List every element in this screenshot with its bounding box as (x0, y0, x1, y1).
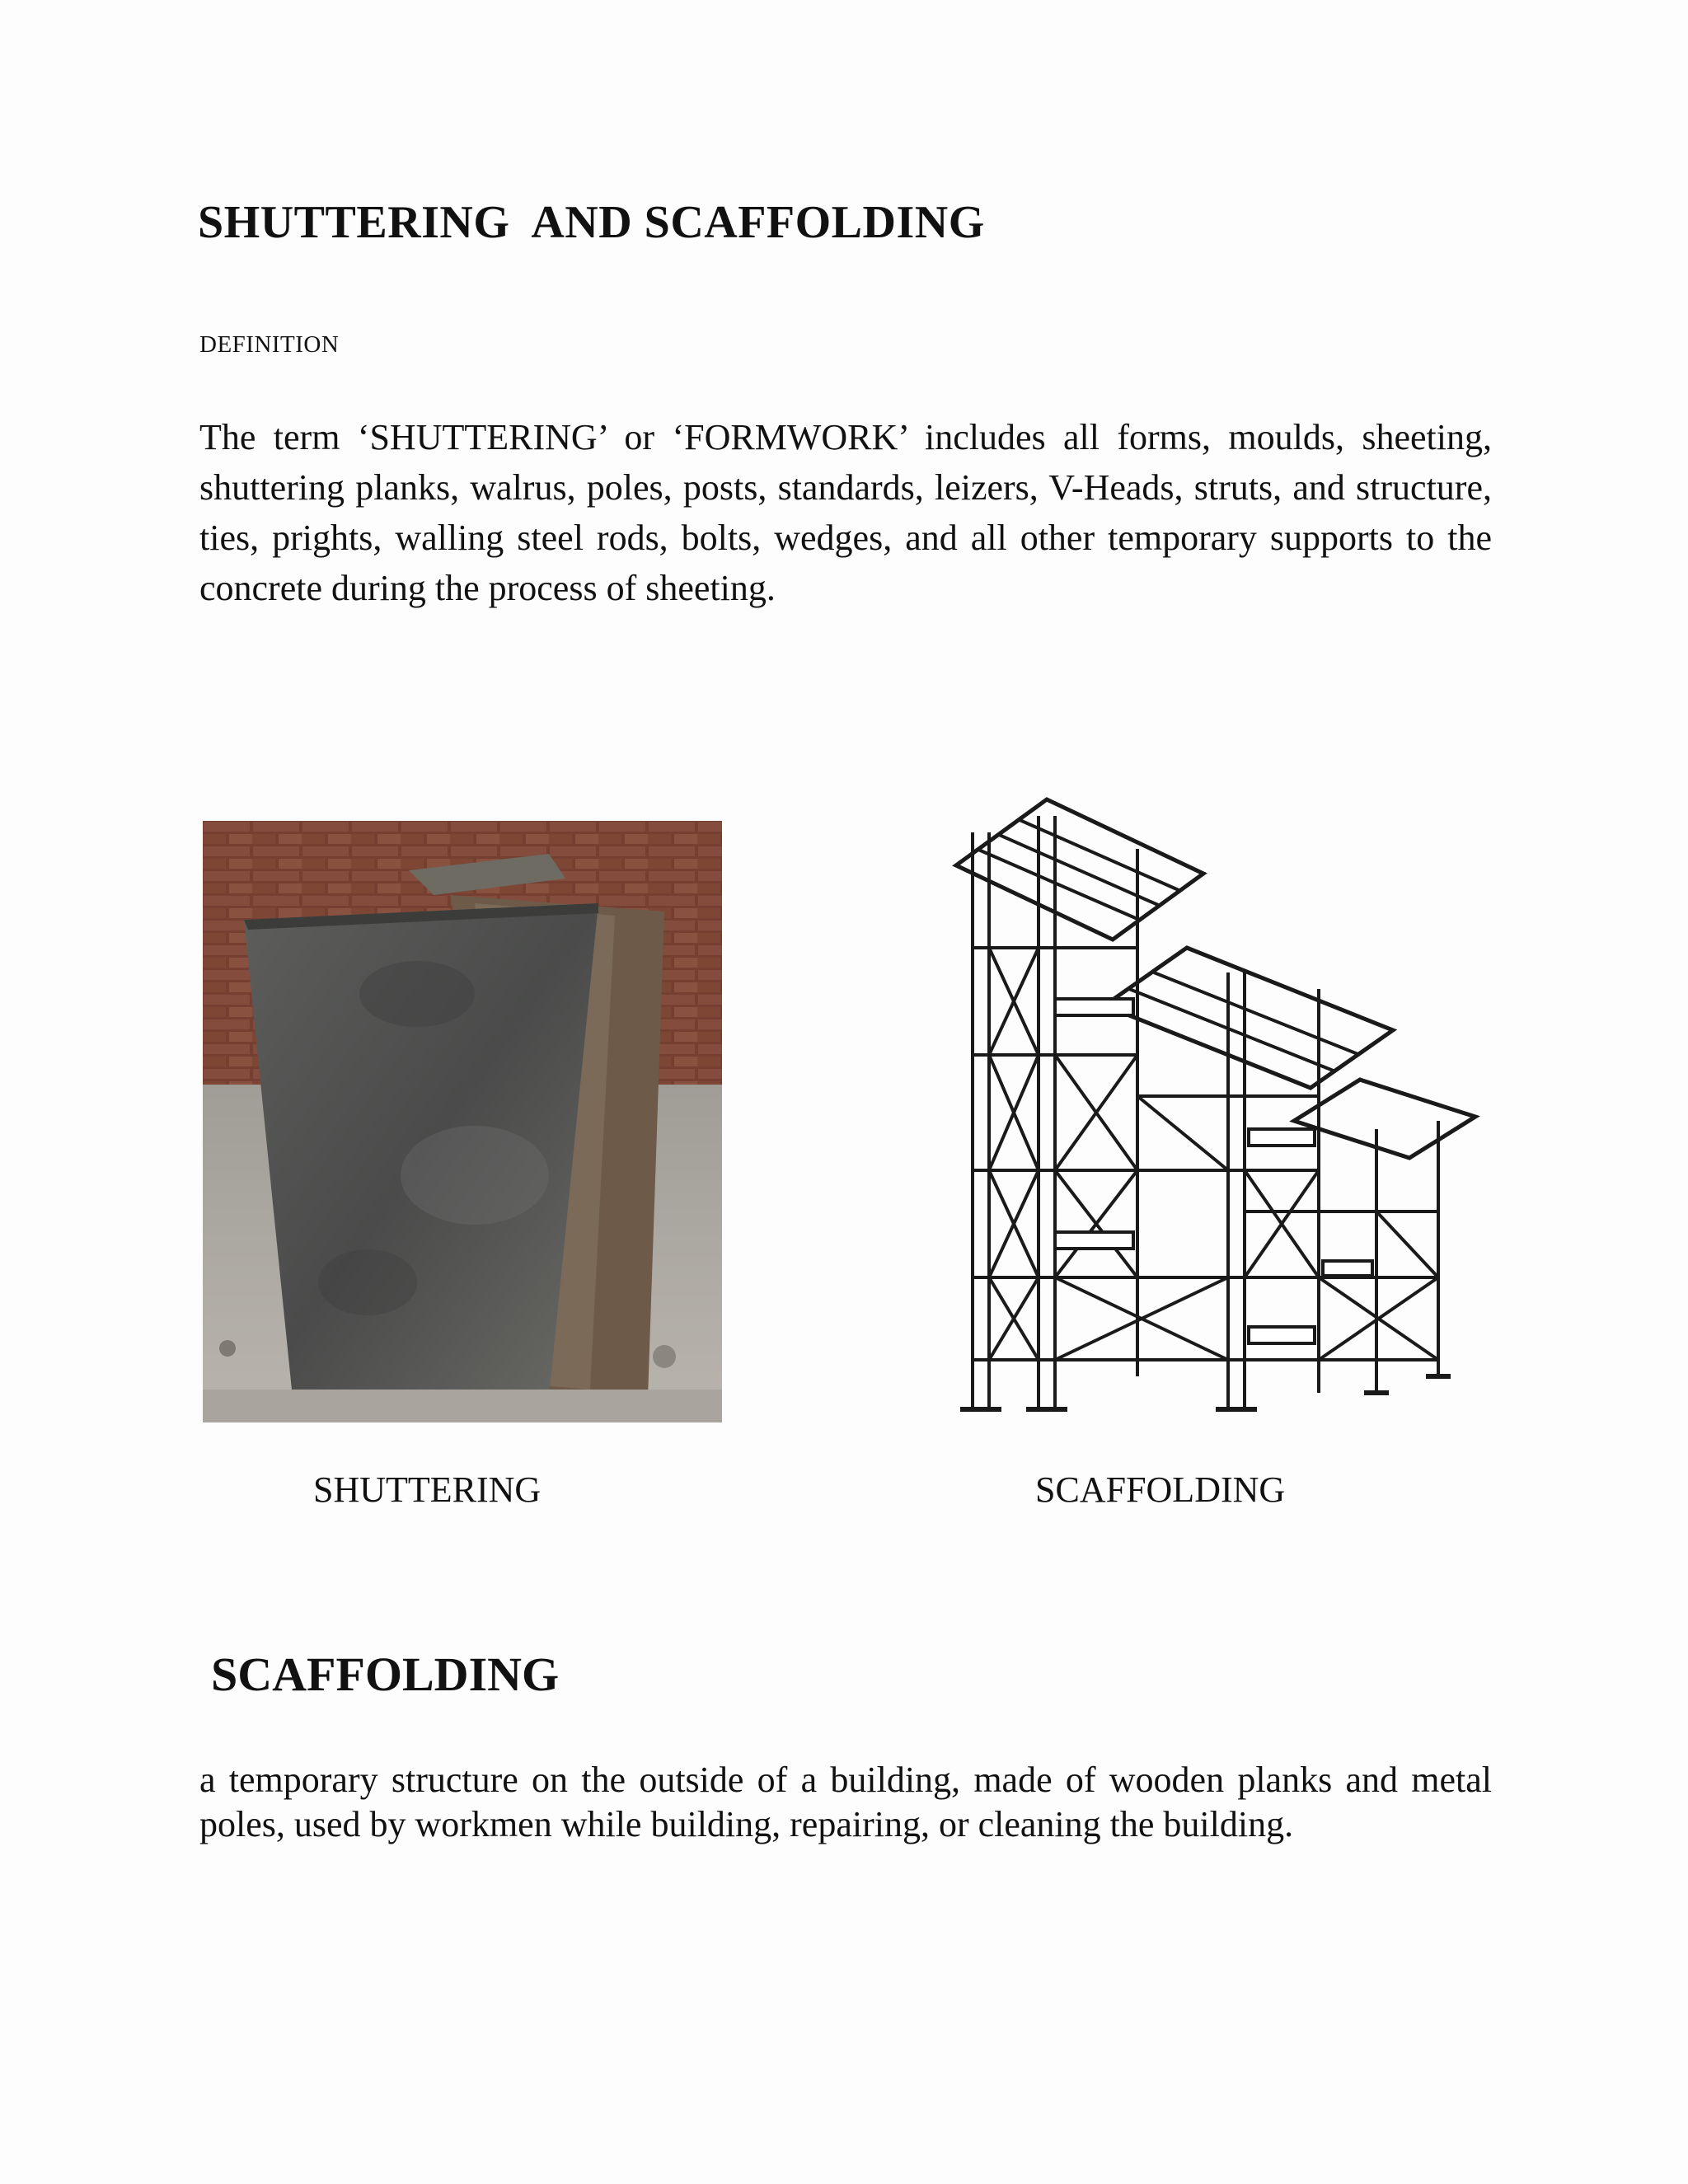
shuttering-photo-icon (203, 821, 722, 1422)
section-text: a temporary structure on the outside of a building, made of wooden planks and metal poles, used by workmen while building, repairing, or cleaning the building. (199, 1760, 1492, 1844)
page-title: SHUTTERING AND SCAFFOLDING (198, 197, 985, 248)
section-title: SCAFFOLDING (211, 1647, 560, 1701)
scaffolding-caption: SCAFFOLDING (1035, 1469, 1286, 1510)
definition-label: DEFINITION (199, 331, 340, 358)
shuttering-caption: SHUTTERING (313, 1469, 542, 1510)
definition-text: The term ‘SHUTTERING’ or ‘FORMWORK’ includes all forms, moulds, sheeting, shuttering planks, walrus, poles, posts, standards, leizers, V-Heads, struts, and structure, ties, prights, walling steel rods, bolts, wedges, and all other temporary supports to the concrete during the process of sheeting. (199, 417, 1492, 608)
scaffolding-drawing-icon (931, 783, 1484, 1434)
